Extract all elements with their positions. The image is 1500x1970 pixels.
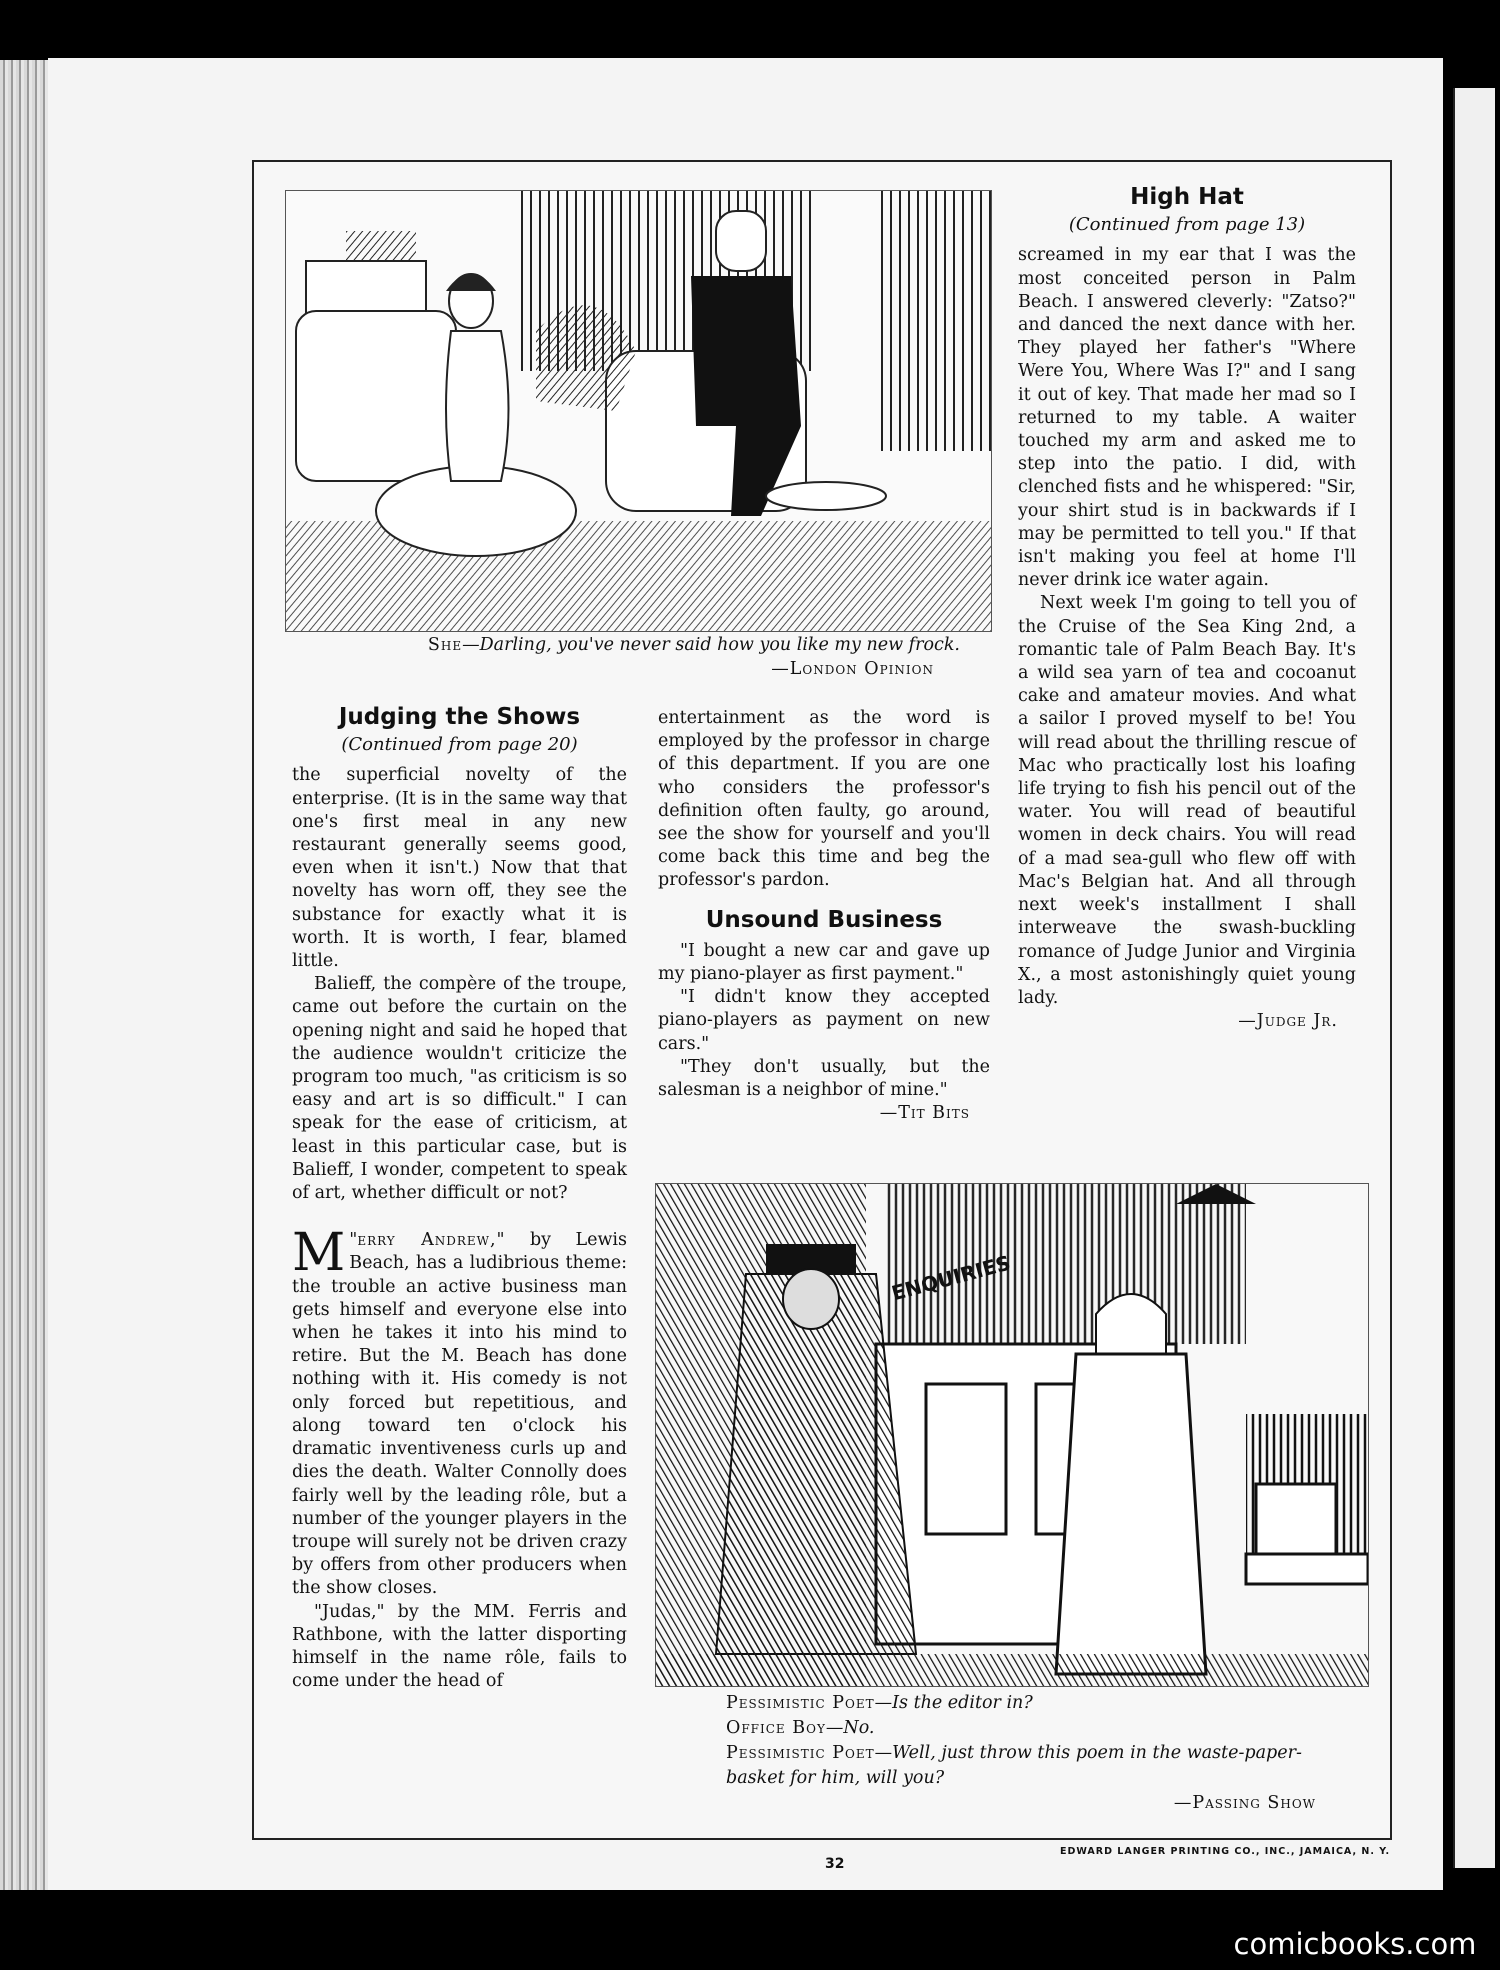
merry-andrew-paragraph [292, 1223, 627, 1600]
unsound-line: "I bought a new car and gave up my piano-player as first payment." [658, 940, 990, 985]
high-hat-paragraph: screamed in my ear that I was the most conceited person in Palm Beach. I answered cleverly: "Zatso?" and danced the next dance with her. They played her father's "Where Were You, Where Was I?" and I sang it out of key. That made her mad so I returned to my table. A waiter touched my arm and asked me to step into the patio. I did, with clenched fists and he whispered: "Sir, your shirt stud is in backwards if I may be permitted to tell you." If that isn't making you feel at home I'll never drink ice water again. [1018, 245, 1356, 591]
caption-credit: —London Opinion [771, 659, 934, 679]
watermark[interactable]: comicbooks.com [1210, 1918, 1500, 1970]
cartoon-illustration-couple [285, 190, 992, 632]
caption-text: —Darling, you've never said how you like my new frock. [462, 635, 960, 655]
line-text: —Is the editor in? [874, 1693, 1033, 1713]
cartoon1-caption [340, 633, 960, 681]
unsound-credit: —Tit Bits [879, 1103, 970, 1124]
speaker-poet: Pessimistic Poet [726, 1743, 875, 1763]
judas-paragraph: "Judas," by the MM. Ferris and Rathbone, with the latter disporting himself in the name rôle, fails to come under the head of [292, 1601, 627, 1692]
unsound-line: "They don't usually, but the salesman is a neighbor of mine." [658, 1056, 990, 1101]
high-hat-continued: (Continued from page 13) [1068, 214, 1306, 236]
judging-title: Judging the Shows [338, 704, 581, 730]
caption-line [726, 1716, 1326, 1741]
middle-column [658, 707, 990, 1125]
page-number: 32 [825, 1856, 845, 1872]
printer-credit: EDWARD LANGER PRINTING CO., INC., JAMAICA, N. Y. [1060, 1846, 1391, 1857]
judging-paragraph: the superficial novelty of the enterprise. (It is in the same way that one's first meal in any new restaurant generally seems good, even when it isn't.) Now that that novelty has worn off, they see the substance for exactly what it is worth. It is worth, I fear, blamed little. [292, 765, 627, 972]
merry-andrew-title: erry Andrew," [357, 1230, 506, 1251]
speaker-office-boy: Office Boy [726, 1718, 826, 1738]
caption-speaker: She [427, 635, 463, 655]
merry-andrew-body: by Lewis Beach, has a ludibrious theme: the trouble an active business man gets himself and everyone else into when he takes it into his mind to retire. But the M. Beach has done nothing with it. His comedy is not only forced but repetitious, and along toward ten o'clock his dramatic inventiveness curls up and dies the death. Walter Connolly does fairly well by the leading rôle, but a number of the younger players in the troupe will surely not be driven crazy by offers from other producers when the show closes. [292, 1230, 627, 1599]
caption-line [726, 1741, 1326, 1791]
judging-column [292, 706, 627, 1693]
cartoon2-credit: —Passing Show [1173, 1793, 1316, 1813]
enquiries-sign: ENQUIRIES [888, 1250, 1013, 1306]
judging-paragraph: Balieff, the compère of the troupe, came out before the curtain on the opening night and said he hoped that the audience wouldn't criticize the program too much, "as criticism is so easy and art is so difficult." I can speak for the ease of criticism, at least in this particular case, but is Balieff, I wonder, competent to speak of art, whether difficult or not? [292, 974, 627, 1204]
high-hat-column [1018, 186, 1356, 1033]
drop-cap: M [292, 1223, 346, 1284]
unsound-line: "I didn't know they accepted piano-players as payment on new cars." [658, 987, 990, 1054]
high-hat-signature: —Judge Jr. [1238, 1011, 1338, 1032]
high-hat-paragraph: Next week I'm going to tell you of the Cruise of the Sea King 2nd, a romantic tale of Palm Beach Bay. It's a wild sea yarn of tea and cocoanut cake and amateur movies. And what a sailor I proved myself to be! You will read about the thrilling rescue of Mac who practically lost his loafing life trying to fish his pencil out of the water. You will read of beautiful women in deck chairs. You will read of a mad sea-gull who flew off with Mac's Belgian hat. And all through next week's installment I shall interweave the swash-buckling romance of Judge Junior and Virginia X., a most astonishingly quiet young lady. [1018, 593, 1356, 1008]
merry-open-quote: " [349, 1230, 358, 1251]
unsound-title: Unsound Business [705, 906, 943, 933]
cartoon2-caption [726, 1691, 1326, 1816]
line-text: —Well, just throw this poem in the waste-paper-basket for him, will you? [726, 1743, 1302, 1788]
facing-page-edge [1443, 58, 1500, 1890]
judging-continuation: entertainment as the word is employed by the professor in charge of this department. If you are one who considers the professor's definition often faulty, go around, see the show for yourself and you'll come back this time and beg the professor's pardon. [658, 708, 990, 891]
speaker-poet: Pessimistic Poet [726, 1693, 875, 1713]
high-hat-title: High Hat [1130, 184, 1244, 210]
caption-line [726, 1691, 1326, 1716]
line-text: —No. [825, 1718, 875, 1738]
cartoon-illustration-office [655, 1183, 1369, 1687]
judging-continued: (Continued from page 20) [341, 734, 578, 756]
